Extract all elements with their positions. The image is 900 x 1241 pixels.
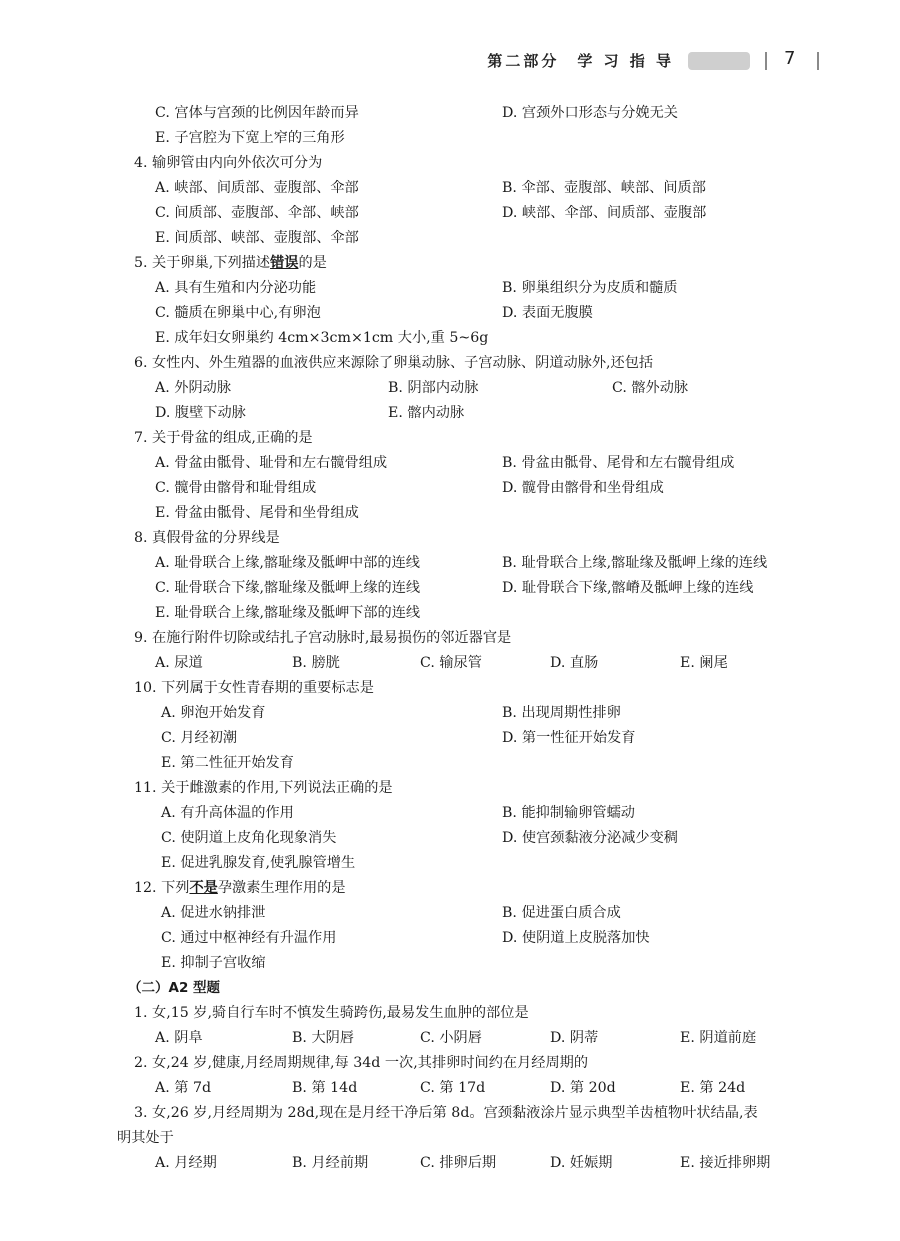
- question-stem: [0, 151, 900, 176]
- question-stem: [0, 251, 900, 276]
- question-stem: [0, 426, 900, 451]
- question-text: 7. 关于骨盆的组成,正确的是: [134, 430, 313, 446]
- question-text: 10. 下列属于女性青春期的重要标志是: [134, 680, 374, 696]
- option-row: [0, 201, 900, 226]
- question-stem-continued: [0, 1126, 900, 1151]
- option: E. 子宫腔为下宽上窄的三角形: [155, 130, 345, 146]
- section-title: 第二部分 学 习 指 导: [487, 52, 674, 70]
- option: C. 输尿管: [420, 655, 482, 671]
- option: D. 阴蒂: [550, 1030, 599, 1046]
- stem-part: 12. 下列: [134, 880, 190, 896]
- option: A. 第 7d: [155, 1080, 212, 1096]
- stem-part: 孕激素生理作用的是: [217, 880, 346, 896]
- option: B. 耻骨联合上缘,髂耻缘及骶岬上缘的连线: [502, 555, 768, 571]
- question-text: 9. 在施行附件切除或结扎子宫动脉时,最易损伤的邻近器官是: [134, 630, 512, 646]
- option: B. 第 14d: [292, 1080, 358, 1096]
- option: A. 耻骨联合上缘,髂耻缘及骶岬中部的连线: [155, 555, 420, 571]
- page-number: 7: [784, 48, 796, 69]
- option-row: [0, 126, 900, 151]
- option: B. 出现周期性排卵: [502, 705, 621, 721]
- option-row: [0, 851, 900, 876]
- option: C. 排卵后期: [420, 1155, 497, 1171]
- option: B. 月经前期: [292, 1155, 369, 1171]
- question-stem: [0, 876, 900, 901]
- option-row: [0, 276, 900, 301]
- option-row: [0, 751, 900, 776]
- stem-part: 的是: [298, 255, 327, 271]
- option: C. 小阴唇: [420, 1030, 482, 1046]
- question-text: 3. 女,26 岁,月经周期为 28d,现在是月经干净后第 8d。宫颈黏液涂片显示典型羊齿植物叶状结晶,表: [134, 1105, 758, 1121]
- header-divider: [817, 52, 819, 70]
- option: C. 月经初潮: [161, 730, 238, 746]
- option-row: [0, 651, 900, 676]
- option: A. 有升高体温的作用: [161, 805, 294, 821]
- option: D. 第一性征开始发育: [502, 730, 636, 746]
- option-row: [0, 576, 900, 601]
- option: E. 髂内动脉: [388, 405, 465, 421]
- question-stem: [0, 526, 900, 551]
- question-stem: [0, 1051, 900, 1076]
- section-heading: [0, 976, 900, 1001]
- option: D. 峡部、伞部、间质部、壶腹部: [502, 205, 707, 221]
- option: B. 能抑制输卵管蠕动: [502, 805, 635, 821]
- header-divider: [765, 52, 767, 70]
- option-row: [0, 926, 900, 951]
- option: A. 具有生殖和内分泌功能: [155, 280, 317, 296]
- option-row: [0, 476, 900, 501]
- option-row: [0, 826, 900, 851]
- page-content: [0, 101, 900, 1176]
- option: E. 成年妇女卵巢约 4cm×3cm×1cm 大小,重 5~6g: [155, 330, 489, 346]
- option-row: [0, 1076, 900, 1101]
- option-row: [0, 176, 900, 201]
- option: C. 髋骨由髂骨和耻骨组成: [155, 480, 317, 496]
- option: A. 促进水钠排泄: [161, 905, 266, 921]
- option: A. 峡部、间质部、壶腹部、伞部: [155, 180, 359, 196]
- page-header: [0, 46, 900, 76]
- option: B. 大阴唇: [292, 1030, 355, 1046]
- option: C. 第 17d: [420, 1080, 486, 1096]
- question-text: [134, 876, 346, 901]
- question-text: 6. 女性内、外生殖器的血液供应来源除了卵巢动脉、子宫动脉、阴道动脉外,还包括: [134, 355, 654, 371]
- option-row: [0, 451, 900, 476]
- option-row: [0, 376, 900, 401]
- question-stem: [0, 626, 900, 651]
- option: C. 宫体与宫颈的比例因年龄而异: [155, 105, 359, 121]
- option: A. 外阴动脉: [155, 380, 232, 396]
- option: E. 第二性征开始发育: [161, 755, 294, 771]
- option: C. 使阴道上皮角化现象消失: [161, 830, 337, 846]
- option: D. 耻骨联合下缘,髂嵴及骶岬上缘的连线: [502, 580, 754, 596]
- emphasis-text: 不是: [189, 880, 218, 896]
- option-row: [0, 801, 900, 826]
- option: A. 阴阜: [155, 1030, 203, 1046]
- question-text: 4. 输卵管由内向外依次可分为: [134, 155, 323, 171]
- option-row: [0, 326, 900, 351]
- emphasis-text: 错误: [270, 255, 299, 271]
- option: E. 阑尾: [680, 655, 728, 671]
- question-stem: [0, 776, 900, 801]
- question-text: 明其处于: [117, 1130, 174, 1146]
- question-text: 1. 女,15 岁,骑自行车时不慎发生骑跨伤,最易发生血肿的部位是: [134, 1005, 529, 1021]
- option: A. 骨盆由骶骨、耻骨和左右髋骨组成: [155, 455, 388, 471]
- option-row: [0, 1151, 900, 1176]
- option: B. 膀胱: [292, 655, 340, 671]
- option-row: [0, 1026, 900, 1051]
- stem-part: 5. 关于卵巢,下列描述: [134, 255, 271, 271]
- option-row: [0, 226, 900, 251]
- option: E. 促进乳腺发育,使乳腺管增生: [161, 855, 356, 871]
- option: D. 直肠: [550, 655, 599, 671]
- option: B. 促进蛋白质合成: [502, 905, 621, 921]
- option-row: [0, 726, 900, 751]
- option-row: [0, 701, 900, 726]
- option-row: [0, 951, 900, 976]
- question-stem: [0, 351, 900, 376]
- option-row: [0, 551, 900, 576]
- question-text: 2. 女,24 岁,健康,月经周期规律,每 34d 一次,其排卵时间约在月经周期的: [134, 1055, 589, 1071]
- option: D. 使宫颈黏液分泌减少变稠: [502, 830, 678, 846]
- option: C. 耻骨联合下缘,髂耻缘及骶岬上缘的连线: [155, 580, 421, 596]
- option-row: [0, 601, 900, 626]
- option: E. 间质部、峡部、壶腹部、伞部: [155, 230, 359, 246]
- question-stem: [0, 1101, 900, 1126]
- option: E. 耻骨联合上缘,髂耻缘及骶岬下部的连线: [155, 605, 421, 621]
- option: E. 抑制子宫收缩: [161, 955, 266, 971]
- option: E. 第 24d: [680, 1080, 746, 1096]
- option: E. 接近排卵期: [680, 1155, 771, 1171]
- option: B. 伞部、壶腹部、峡部、间质部: [502, 180, 706, 196]
- option: B. 卵巢组织分为皮质和髓质: [502, 280, 678, 296]
- option: E. 骨盆由骶骨、尾骨和坐骨组成: [155, 505, 359, 521]
- option-row: [0, 401, 900, 426]
- header-decor-bar: [688, 52, 750, 70]
- option-row: [0, 501, 900, 526]
- option: D. 腹壁下动脉: [155, 405, 246, 421]
- question-text: [134, 251, 327, 276]
- option: D. 髋骨由髂骨和坐骨组成: [502, 480, 664, 496]
- option-row: [0, 101, 900, 126]
- option: C. 间质部、壶腹部、伞部、峡部: [155, 205, 359, 221]
- option: A. 卵泡开始发育: [161, 705, 266, 721]
- option: C. 髓质在卵巢中心,有卵泡: [155, 305, 321, 321]
- question-stem: [0, 676, 900, 701]
- option: C. 通过中枢神经有升温作用: [161, 930, 337, 946]
- option: B. 阴部内动脉: [388, 380, 479, 396]
- option: D. 使阴道上皮脱落加快: [502, 930, 650, 946]
- section-title-a2: （二）A2 型题: [128, 980, 221, 996]
- option: D. 第 20d: [550, 1080, 616, 1096]
- option: D. 妊娠期: [550, 1155, 613, 1171]
- option: A. 尿道: [155, 655, 203, 671]
- option: E. 阴道前庭: [680, 1030, 757, 1046]
- option: D. 宫颈外口形态与分娩无关: [502, 105, 678, 121]
- question-text: 11. 关于雌激素的作用,下列说法正确的是: [134, 780, 393, 796]
- option: B. 骨盆由骶骨、尾骨和左右髋骨组成: [502, 455, 735, 471]
- option-row: [0, 901, 900, 926]
- option: C. 髂外动脉: [612, 380, 689, 396]
- question-text: 8. 真假骨盆的分界线是: [134, 530, 280, 546]
- option: A. 月经期: [155, 1155, 217, 1171]
- option: D. 表面无腹膜: [502, 305, 593, 321]
- option-row: [0, 301, 900, 326]
- question-stem: [0, 1001, 900, 1026]
